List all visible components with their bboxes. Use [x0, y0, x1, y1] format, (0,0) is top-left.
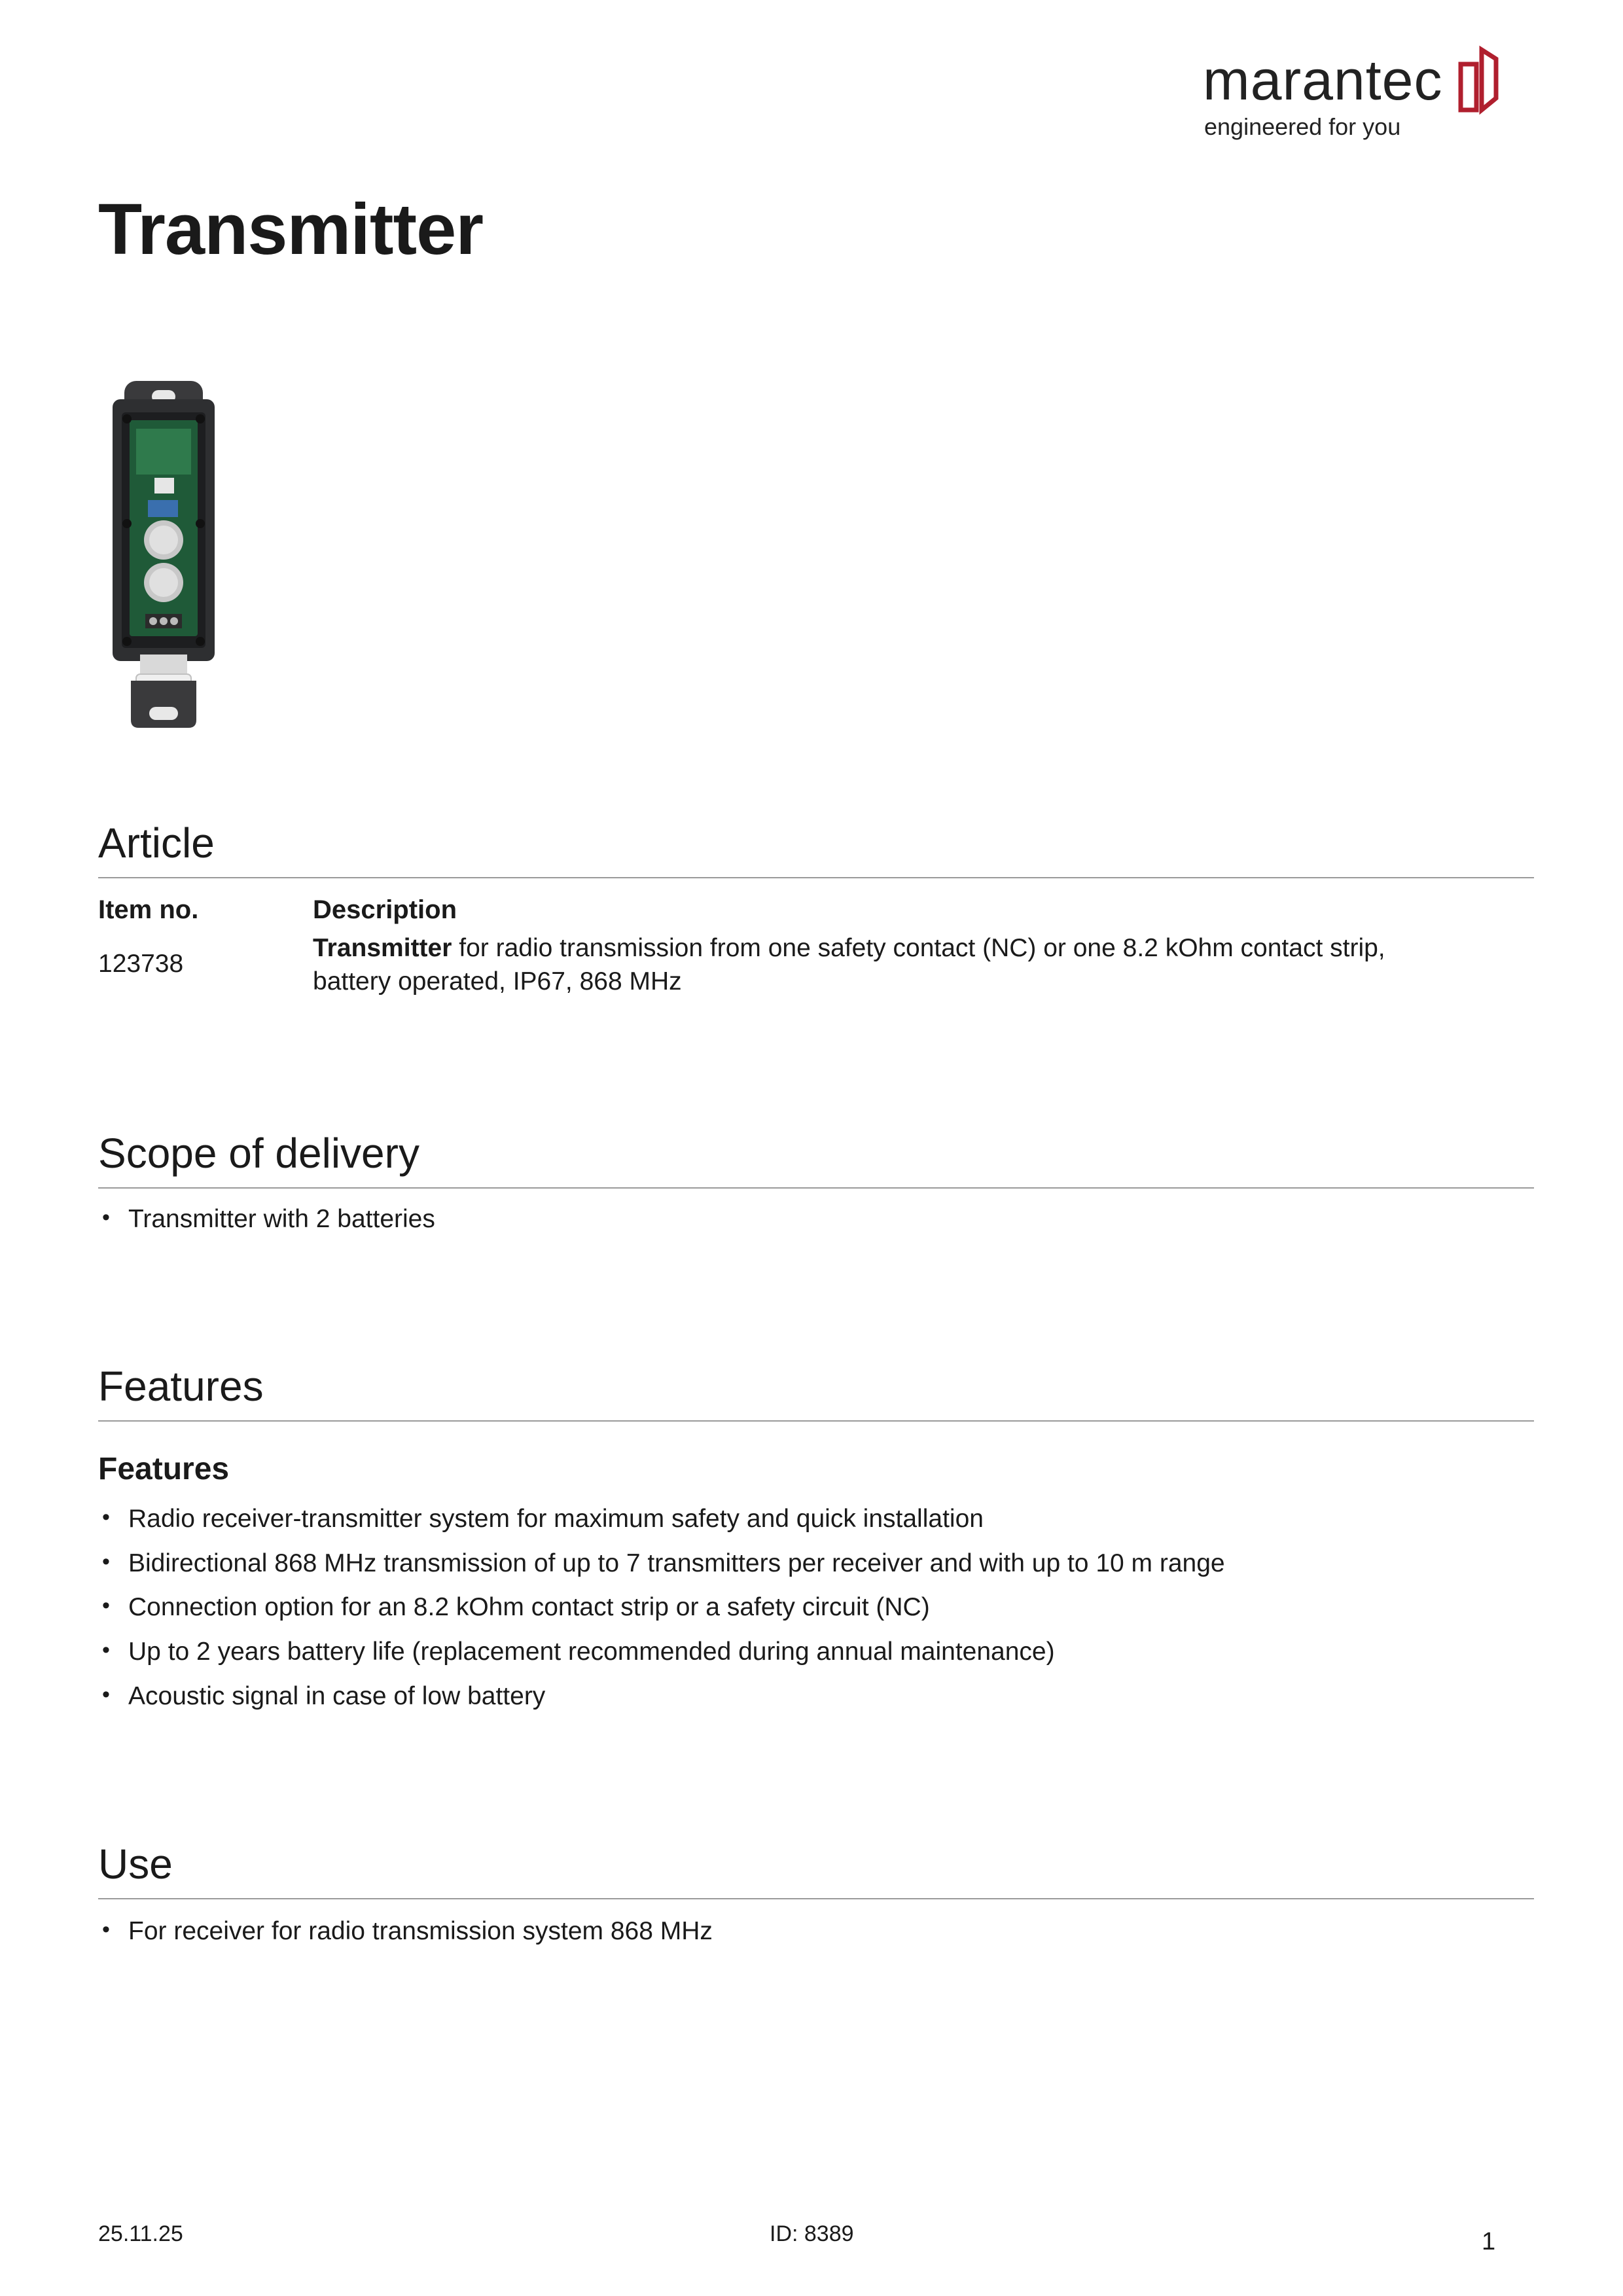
article-divider	[98, 877, 1534, 878]
brand-tagline: engineered for you	[1204, 113, 1401, 140]
list-item: • For receiver for radio transmission system 868 MHz	[98, 1915, 1534, 1948]
product-image	[98, 367, 242, 733]
brand-name: marantec	[1203, 49, 1443, 112]
footer-date: 25.11.25	[98, 2221, 183, 2246]
list-item: • Connection option for an 8.2 kOhm contact strip or a safety circuit (NC)	[98, 1591, 1534, 1624]
features-list	[98, 1503, 1534, 1713]
list-item: • Bidirectional 868 MHz transmission of up to 7 transmitters per receiver and with up to 10 m range	[98, 1547, 1534, 1581]
description-line-2: battery operated, IP67, 868 MHz	[313, 967, 682, 996]
use-heading: Use	[98, 1840, 173, 1888]
item-no-value: 123738	[98, 950, 184, 978]
use-divider	[98, 1898, 1534, 1899]
description-product-name: Transmitter	[313, 934, 452, 962]
scope-list	[98, 1203, 1534, 1236]
use-list	[98, 1915, 1534, 1948]
article-heading: Article	[98, 819, 215, 867]
description-value	[313, 932, 1596, 998]
brand-logo	[1203, 39, 1504, 151]
footer-page-number: 1	[1482, 2228, 1496, 2255]
scope-heading: Scope of delivery	[98, 1130, 419, 1177]
description-line-1: for radio transmission from one safety contact (NC) or one 8.2 kOhm contact strip,	[452, 934, 1385, 962]
description-header: Description	[313, 895, 457, 924]
features-heading: Features	[98, 1363, 264, 1410]
page-title: Transmitter	[98, 189, 484, 270]
list-item: • Acoustic signal in case of low battery	[98, 1680, 1534, 1713]
list-item: • Transmitter with 2 batteries	[98, 1203, 1534, 1236]
footer-id: ID: 8389	[770, 2221, 854, 2246]
list-item: • Up to 2 years battery life (replacement recommended during annual maintenance)	[98, 1636, 1534, 1669]
scope-divider	[98, 1187, 1534, 1189]
item-no-header: Item no.	[98, 895, 199, 924]
features-divider	[98, 1420, 1534, 1422]
list-item: • Radio receiver-transmitter system for maximum safety and quick installation	[98, 1503, 1534, 1536]
features-subheading: Features	[98, 1452, 230, 1486]
marantec-door-icon	[1457, 45, 1509, 117]
